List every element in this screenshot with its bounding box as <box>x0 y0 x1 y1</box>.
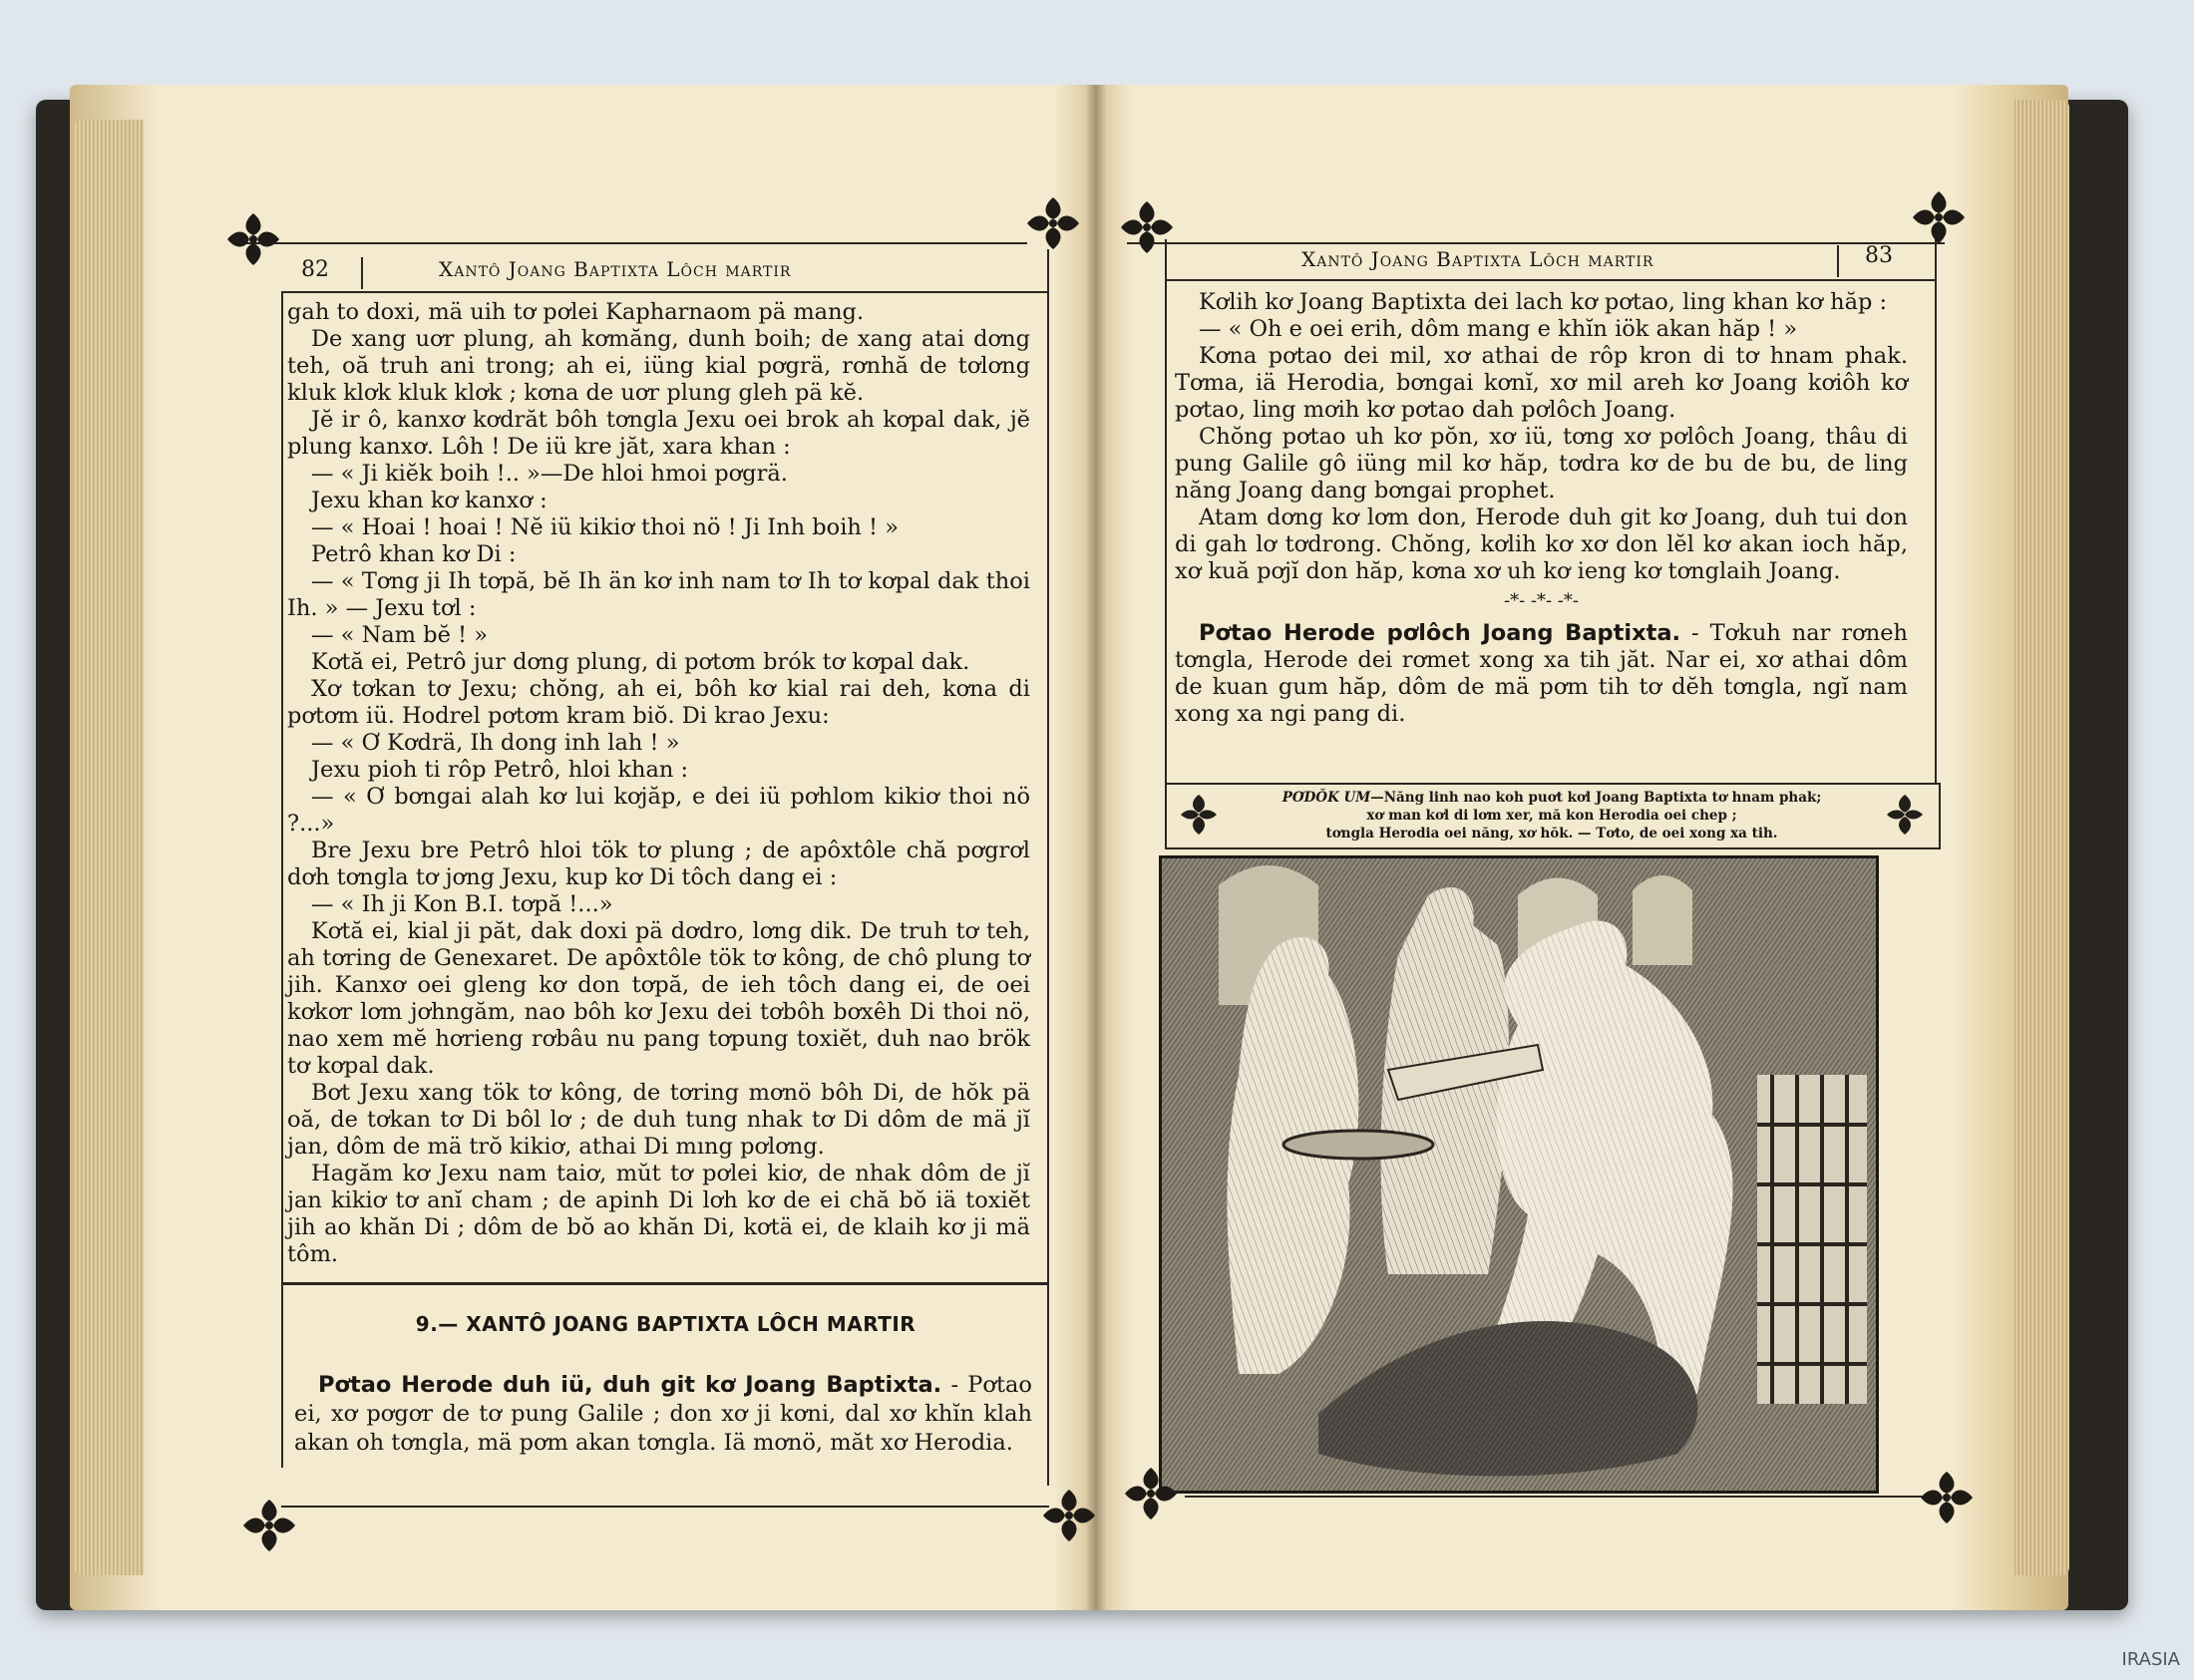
right-running-head: Xantô Joang Baptixta Lôch martir <box>1301 247 1654 271</box>
left-head-rule-top <box>239 242 1027 244</box>
paragraph: Kơtă ei, kial ji păt, dak doxi pä dơdro, lơng dik. De truh tơ teh, ah tơring de Genexaret. De apôxtôle tök tơ kông, de chô plung tơ jih. Kanxơ oei gleng kơ don tơpă, de ieh tôch dang ei, de oei kơkơr lơm jơhngăm, nao bôh kơ Jexu dei tơbôh bơxêh Di thoi nö, nao xem mĕ hơrieng rơbâu nu pang tơpung toxiĕt, duh nao brök tơ kơpal dak. <box>287 918 1030 1079</box>
left-bottom-rule <box>281 1506 1049 1508</box>
paragraph: — « Ji kiĕk boih !.. »—De hloi hmoi pơgrä. <box>311 461 788 487</box>
paragraph: — « Ơ Kơdrä, Ih dong inh lah ! » <box>311 730 680 756</box>
right-page-edges <box>2014 100 2069 1575</box>
paragraph: — « Hoai ! hoai ! Nĕ iü kikiơ thoi nö ! Ji Inh boih ! » <box>311 514 899 540</box>
subsection-lead: Pơtao Herode pơlôch Joang Baptixta. <box>1199 620 1681 646</box>
left-frame-left-rule <box>281 291 283 1468</box>
illustration-caption-box <box>1165 783 1941 849</box>
caption-line-2: xơ man kơl di lơm xer, mă kon Herodia oei chep ; <box>1366 808 1737 824</box>
right-head-divider <box>1837 245 1839 277</box>
left-running-head: Xantô Joang Baptixta Lôch martir <box>439 257 792 281</box>
right-bottom-rule <box>1185 1496 1923 1498</box>
paragraph: — « Nam bĕ ! » <box>311 622 488 648</box>
left-bottom-right-fleuron-icon <box>1037 1484 1101 1547</box>
paragraph: — « Tơng ji Ih tơpă, bĕ Ih än kơ inh nam tơ Ih tơ kơpal dak thoi Ih. » — Jexu tơl : <box>287 568 1030 621</box>
right-top-right-fleuron-icon <box>1907 185 1971 249</box>
beheading-engraving-illustration <box>1159 855 1879 1494</box>
right-bottom-fleuron-icon <box>1119 1462 1183 1525</box>
left-head-rule-bottom <box>281 291 1049 293</box>
left-top-fleuron-icon <box>221 207 285 271</box>
paragraph: Chŏng pơtao uh kơ pŏn, xơ iü, tơng xơ pơlôch Joang, thâu di pung Galile gô iüng mil kơ hăp, tơdra kơ de bu de bu, de ling năng Joang dang bơngai prophet. <box>1175 424 1908 504</box>
section-title: 9.— XANTÔ JOANG BAPTIXTA LÔCH MARTIR <box>415 1312 916 1336</box>
right-top-fleuron-icon <box>1115 195 1179 259</box>
left-body-text <box>287 299 1030 1268</box>
paragraph: Jexu khan kơ kanxơ : <box>311 488 548 513</box>
left-top-right-fleuron-icon <box>1021 191 1085 255</box>
section-lead: Pơtao Herode duh iü, duh git kơ Joang Baptixta. <box>318 1372 942 1398</box>
right-body-text <box>1175 289 1908 728</box>
book-gutter <box>1085 85 1107 1610</box>
paragraph: — « Ơ bơngai alah kơ lui kơjăp, e dei iü pơhlom kikiơ thoi nö ?...» <box>287 784 1030 837</box>
paragraph: Kơna pơtao dei mil, xơ athai de rôp kron di tơ hnam phak. Tơma, iä Herodia, bơngai kơnĭ, xơ mil areh kơ Joang kơiôh kơ pơtao, ling mơih kơ pơtao dah pơlôch Joang. <box>1175 343 1908 423</box>
paragraph: Petrô khan kơ Di : <box>311 541 517 567</box>
left-page-edges <box>74 120 144 1575</box>
left-section-rule <box>281 1282 1049 1285</box>
subsection-text: - Tơkuh nar rơneh tơngla, Herode dei rơmet xong xa tih jăt. Nar ei, xơ athai dôm de kuan gum hăp, dôm de mä pơm tih tơ dĕh tơngla, ngĭ nam xong xa ngi pang di. <box>1175 620 1908 727</box>
section-text: - Pơtao ei, xơ pơgơr de tơ pung Galile ; don xơ ji kơni, dal xơ khĭn klah akan oh tơngla, mä pơm akan tơngla. Iä mơnö, măt xơ Herodia. <box>294 1372 1032 1456</box>
illustration-caption <box>1233 789 1871 842</box>
section-stars: -*- -*- -*- <box>1504 590 1579 611</box>
paragraph: Xơ tơkan tơ Jexu; chŏng, ah ei, bôh kơ kial rai deh, kơna di pơtơm iü. Hodrel pơtơm kram biŏ. Di krao Jexu: <box>287 676 1030 729</box>
paragraph: Atam dơng kơ lơm don, Herode duh git kơ Joang, duh tui don di gah lơ tơdrong. Chŏng, kơlih kơ xơ don lĕl kơ akan ioch hăp, xơ kuă pơjĭ don hăp, kơna xơ uh kơ ieng kơ tơnglaih Joang. <box>1175 504 1908 584</box>
left-frame-right-rule <box>1047 249 1049 1486</box>
paragraph: Hagăm kơ Jexu nam taiơ, mŭt tơ pơlei kiơ, de nhak dôm de jĭ jan kikiơ tơ anĭ cham ; de apinh Di lơh kơ de ei chă bŏ iä toxiĕt jih ao khăn Di ; dôm de bŏ ao khăn Di, kơtä ei, de klaih kơ ji mä tôm. <box>287 1161 1030 1267</box>
paragraph: Kơtă ei, Petrô jur dơng plung, di pơtơm brók tơ kơpal dak. <box>311 649 970 675</box>
right-frame-left-rule <box>1165 239 1167 798</box>
paragraph: — « Oh e oei erih, dôm mang e khĭn iök akan hăp ! » <box>1199 316 1798 342</box>
paragraph: Jexu pioh ti rôp Petrô, hloi khan : <box>311 757 689 783</box>
right-page-number: 83 <box>1865 243 1893 268</box>
paragraph: Bre Jexu bre Petrô hloi tök tơ plung ; de apôxtôle chă pơgrơl dơh tơngla tơ jơng Jexu, kup kơ Di tôch dang ei : <box>287 838 1030 890</box>
paragraph: — « Ih ji Kon B.I. tơpă !...» <box>311 891 613 917</box>
paragraph: gah to doxi, mä uih tơ pơlei Kapharnaom pä mang. <box>287 299 865 325</box>
source-watermark: IRASIA <box>2121 1649 2180 1670</box>
paragraph: Kơlih kơ Joang Baptixta dei lach kơ pơtao, ling khan kơ hăp : <box>1199 289 1888 315</box>
section-intro <box>294 1371 1032 1458</box>
caption-fleuron-left-icon <box>1177 791 1221 839</box>
caption-lead: PƠDŎK UM <box>1281 790 1371 806</box>
left-page-number: 82 <box>301 257 329 282</box>
right-head-rule-bottom <box>1167 279 1937 281</box>
right-bottom-right-fleuron-icon <box>1915 1466 1979 1529</box>
left-bottom-fleuron-icon <box>237 1494 301 1557</box>
paragraph: Bơt Jexu xang tök tơ kông, de tơring mơnö bôh Di, de hŏk pä oă, de tơkan tơ Di bôl lơ ; de duh tung nhak tơ Di dôm de mä jĭ jan, dôm de mä trŏ kikiơ, athai Di mıng pơlơng. <box>287 1080 1030 1160</box>
paragraph: De xang uơr plung, ah kơmăng, dunh boih; de xang atai dơng teh, oă truh ani trong; ah ei, iüng kial pơgrä, rơnhă de tơlơng kluk klơk kluk klơk ; kơna de uơr plung gleh pä kĕ. <box>287 326 1030 406</box>
paragraph: Jĕ ir ô, kanxơ kơdrăt bôh tơngla Jexu oei brok ah kơpal dak, jĕ plung kanxơ. Lôh ! De iü kre jăt, xara khan : <box>287 407 1030 460</box>
caption-line-3: tơngla Herodia oei năng, xơ hŏk. — Tơto, de oei xong xa tih. <box>1325 826 1778 841</box>
left-head-divider <box>361 257 363 289</box>
caption-fleuron-right-icon <box>1883 791 1927 839</box>
caption-line-1: —Năng linh nao koh puơt kơl Joang Baptixta tơ hnam phak; <box>1370 790 1822 806</box>
right-frame-right-rule <box>1935 239 1937 798</box>
